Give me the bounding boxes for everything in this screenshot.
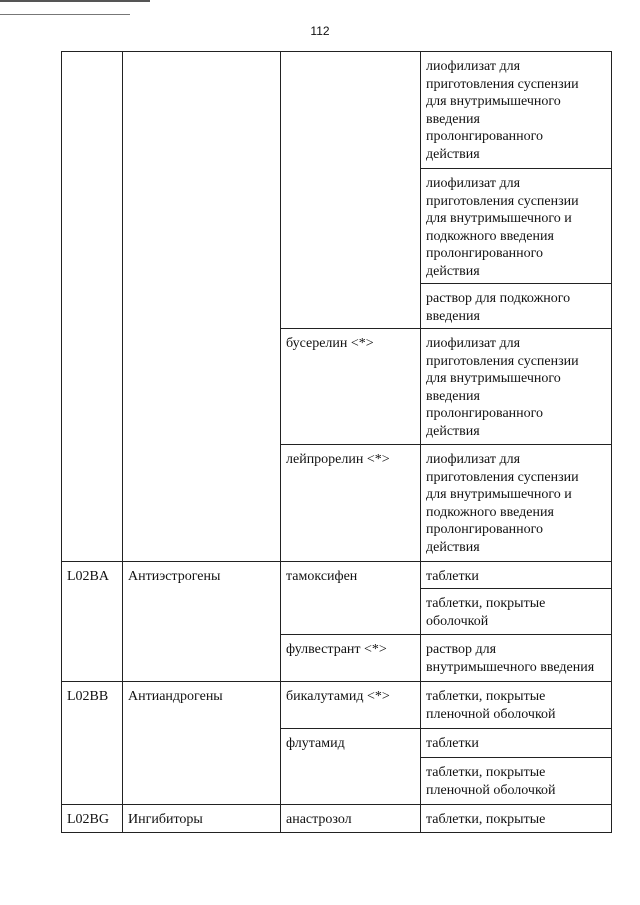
cell-drug: бикалутамид <*> xyxy=(286,689,390,704)
table-column-border xyxy=(280,51,281,832)
cell-form: таблетки xyxy=(426,569,479,584)
cell-group: Ингибиторы xyxy=(128,812,203,827)
table-row-border xyxy=(61,51,612,52)
table-row-border xyxy=(61,832,612,833)
cell-form: раствор для подкожного введения xyxy=(426,291,571,324)
cell-form: лиофилизат для приготовления суспензии для внутримышечного и подкожного введения пролонгированного действия xyxy=(426,452,579,555)
table-row-border xyxy=(280,328,612,329)
cell-group: Антиандрогены xyxy=(128,689,223,704)
cell-form: таблетки xyxy=(426,736,479,751)
cell-drug: бусерелин <*> xyxy=(286,336,374,351)
cell-drug: анастрозол xyxy=(286,812,352,827)
table-row-border xyxy=(420,283,612,284)
table-column-border xyxy=(61,51,62,832)
page-number: 112 xyxy=(310,24,330,38)
table-row-border xyxy=(280,634,612,635)
cell-form: лиофилизат для приготовления суспензии для внутримышечного введения пролонгированного действия xyxy=(426,59,579,162)
table-row-border xyxy=(420,588,612,589)
cell-drug: тамоксифен xyxy=(286,569,358,584)
table-column-border xyxy=(122,51,123,832)
table-row-border xyxy=(420,168,612,169)
cell-group: Антиэстрогены xyxy=(128,569,221,584)
cell-code: L02BB xyxy=(67,689,109,704)
cell-code: L02BG xyxy=(67,812,109,827)
table-row-border xyxy=(280,728,612,729)
cell-form: лиофилизат для приготовления суспензии для внутримышечного введения пролонгированного действия xyxy=(426,336,579,439)
cell-form: таблетки, покрытые пленочной оболочкой xyxy=(426,765,556,798)
cell-drug: лейпрорелин <*> xyxy=(286,452,390,467)
cell-form: таблетки, покрытые xyxy=(426,812,546,827)
cell-drug: флутамид xyxy=(286,736,345,751)
cell-form: лиофилизат для приготовления суспензии для внутримышечного и подкожного введения пролонгированного действия xyxy=(426,176,579,279)
table-row-border xyxy=(280,444,612,445)
table-row-border xyxy=(420,757,612,758)
cell-form: таблетки, покрытые пленочной оболочкой xyxy=(426,689,556,722)
cell-code: L02BA xyxy=(67,569,109,584)
cell-drug: фулвестрант <*> xyxy=(286,642,387,657)
table-row-border xyxy=(61,561,612,562)
table-row-border xyxy=(61,804,612,805)
cell-form: раствор для внутримышечного введения xyxy=(426,642,595,675)
table-row-border xyxy=(61,681,612,682)
cell-form: таблетки, покрытые оболочкой xyxy=(426,596,546,629)
